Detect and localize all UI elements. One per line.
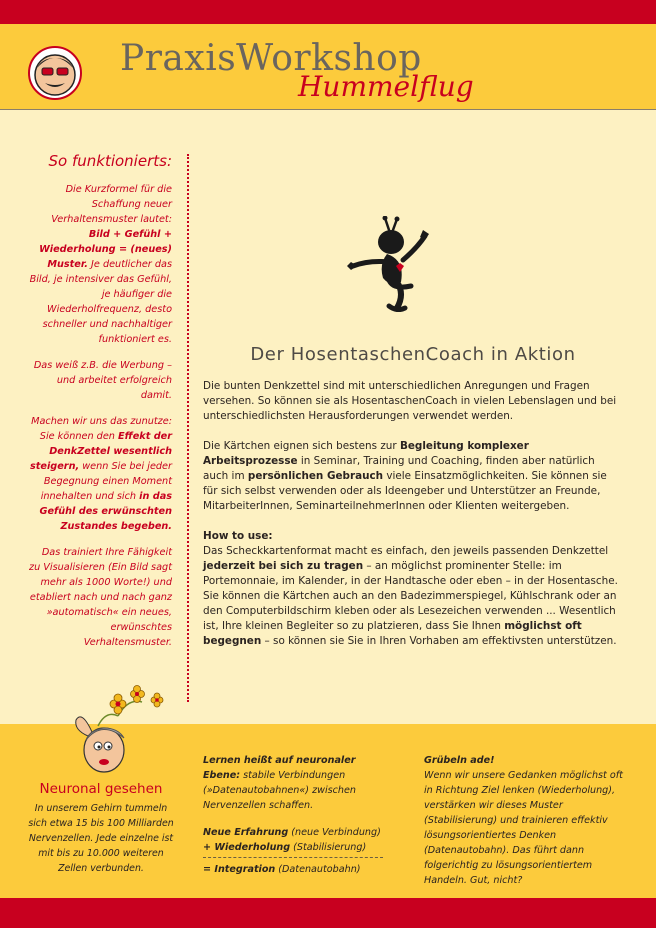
main-p2-bold-1: Begleitung komplexer Arbeitsprozesse [203,440,529,467]
sidebar-heading: So funktionierts: [48,152,172,170]
footer-column-2 [203,753,393,877]
col2-paragraph-1 [203,753,393,813]
flower-head-icon [62,680,182,780]
neuronal-title: Neuronal gesehen [39,781,163,797]
col2-text-c: (Datenautobahn) [275,864,361,875]
main-p3-text-c: – an möglichst prominenter Stelle: im Portemonnaie, im Kalender, in der Handtasche oder eben – in der Hosentasche. Sie können die Kärtchen auch an den Badezimmerspiegel, Kühlschrank oder an den Computerbildschirm kleben oder als Lesezeichen verwenden ... Wesentlich ist, Ihre kleinen Begleiter so zu platzieren, dass Sie Ihnen [203,560,618,632]
footer-column-3 [424,753,626,888]
main-body [203,379,623,664]
sidebar [28,152,172,661]
jumping-figure-icon [345,216,435,312]
sidebar-paragraph-3 [28,414,172,534]
main-p2-text-c: in Seminar, Training und Coaching, finden aber natürlich auch im [203,455,595,482]
sidebar-p1-formula: Bild + Gefühl + Wiederholung = (neues) Muster. [39,229,172,270]
top-red-band [0,0,656,24]
main-p3-text-e: – so können sie Sie in Ihren Vorhaben am effektivsten unterstützen. [261,635,617,647]
main-p2-text-a: Die Kärtchen eignen sich bestens zur [203,440,400,452]
col2-text-b2: (Stabilisierung) [290,842,367,853]
sidebar-paragraph-4: Das trainiert Ihre Fähigkeit zu Visualisieren (Ein Bild sagt mehr als 1000 Worte!) und etabliert nach und nach ganz »automatisch« ein neues, erwünschtes Verhaltensmuster. [29,547,172,648]
coach-face-logo-icon [28,46,82,100]
col2-text-b1: (neue Verbindung) [288,827,381,838]
col2-text-a: stabile Verbindungen (»Datenautobahnen«) zwischen Nervenzellen schaffen. [203,770,356,811]
page-subtitle: Hummelflug [298,70,474,103]
main-paragraph-2 [203,439,623,514]
main-p3-text-a: Das Scheckkartenformat macht es einfach, den jeweils passenden Denkzettel [203,545,609,557]
sidebar-p3-bold-1: Effekt der DenkZettel wesentlich steigern, [30,431,172,472]
sidebar-p3-text: Machen wir uns das zunutze: Sie können den [31,416,172,442]
col2-formula [203,825,393,877]
sidebar-p1-text: Die Kurzformel für die Schaffung neuer Verhaltensmuster lautet: [51,184,172,225]
main-p2-bold-2: persönlichen Gebrauch [247,470,384,482]
col2-bold-b1: Neue Erfahrung [203,827,289,838]
col2-dashed-rule [203,857,383,858]
col2-line-2 [203,840,393,855]
howto-label: How to use: [203,530,273,542]
main-p3-bold-1: jederzeit bei sich zu tragen [203,560,364,572]
section-heading: Der HosentaschenCoach in Aktion [250,344,576,365]
neuronal-text: In unserem Gehirn tummeln sich etwa 15 bis 100 Milliarden Nervenzellen. Jede einzelne ist mit bis zu 10.000 weiteren Zellen verbunden. [28,803,174,874]
main-paragraph-1: Die bunten Denkzettel sind mit unterschiedlichen Anregungen und Fragen versehen. So können sie als HosentaschenCoach in vielen Lebenslagen und bei unterschiedlichsten Herausforderungen verwendet werden. [203,380,617,422]
main-p3-bold-2: möglichst oft begegnen [203,620,582,647]
main-p2-text-e: viele Einsatzmöglichkeiten. Sie können sie für sich selbst verwenden oder als Ideengeber und Unterstützer an Freunde, MitarbeiterInnen, SeminarteilnehmerInnen oder Klienten weitergeben. [203,470,607,512]
col2-bold-b2: + Wiederholung [203,842,291,853]
sidebar-p3-mid: wenn Sie bei jeder Begegnung einen Moment innehalten und sich [40,461,172,502]
col2-line-1 [203,825,393,840]
header-divider [0,109,656,110]
dotted-divider [187,154,189,702]
main-paragraph-3 [203,529,623,649]
col2-bold-c: = Integration [203,864,276,875]
col2-line-3 [203,862,393,877]
sidebar-p1-rest: Je deutlicher das Bild, je intensiver das Gefühl, je häufiger die Wiederholfrequenz, desto schneller und nachhaltiger funktioniert es. [29,259,172,345]
sidebar-paragraph-2: Das weiß z.B. die Werbung – und arbeitet erfolgreich damit. [33,360,172,401]
bottom-red-band [0,898,656,928]
neuronal-box [28,781,174,876]
sidebar-p3-bold-2: in das Gefühl des erwünschten Zustandes begeben. [39,491,172,532]
page-title: PraxisWorkshop [120,38,422,79]
sidebar-paragraph-1 [28,182,172,347]
col2-bold-a: Lernen heißt auf neuronaler Ebene: [203,755,356,781]
col3-text: Wenn wir unsere Gedanken möglichst oft in Richtung Ziel lenken (Wiederholung), verstärken wir dieses Muster (Stabilisierung) und trainieren effektiv lösungsorientiertes Denken (Datenautobahn). Das führt dann folgerichtig zu lösungsorientiertem Handeln. Gut, nicht? [424,770,623,886]
col3-title: Grübeln ade! [424,755,495,766]
